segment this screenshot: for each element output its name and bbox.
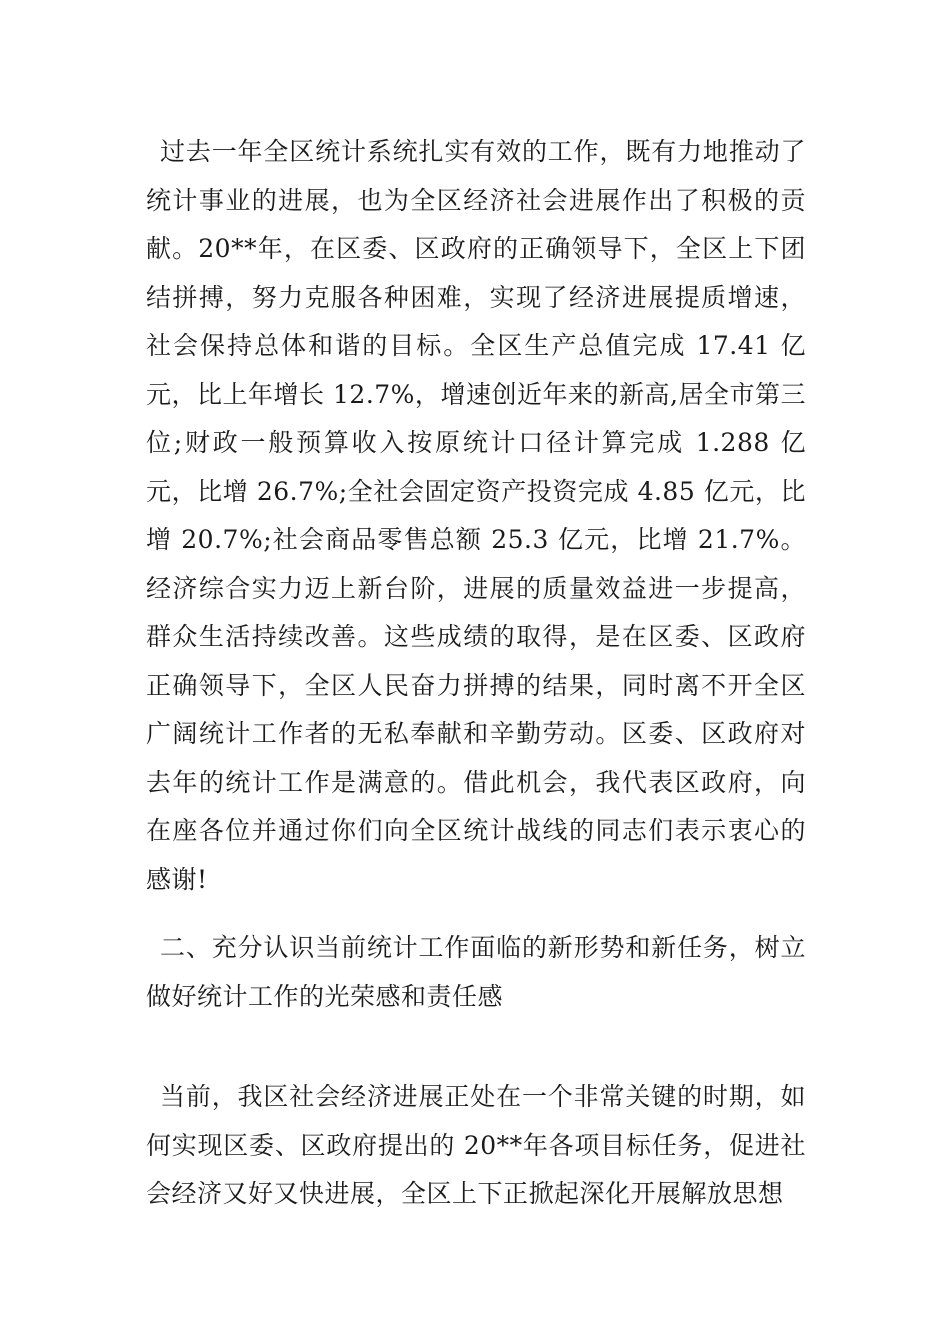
body-paragraph-2: 当前，我区社会经济进展正处在一个非常关键的时期，如何实现区委、区政府提出的 20**年各项目标任务，促进社会经济又好又快进展，全区上下正掀起深化开展解放思想 (146, 1082, 806, 1208)
body-paragraph-1: 过去一年全区统计系统扎实有效的工作，既有力地推动了统计事业的进展，也为全区经济社会进展作出了积极的贡献。20**年，在区委、区政府的正确领导下，全区上下团结拼搏，努力克服各种困难，实现了经济进展提质增速，社会保持总体和谐的目标。全区生产总值完成 17.41 亿元，比上年增长 12.7%，增速创近年来的新高,居全市第三位;财政一般预算收入按原统计口径计算完成 1.288 亿元，比增 26.7%;全社会固定资产投资完成 4.85 亿元，比增 20.7%;社会商品零售总额 25.3 亿元，比增 21.7%。经济综合实力迈上新台阶，进展的质量效益进一步提高，群众生活持续改善。这些成绩的取得，是在区委、区政府正确领导下，全区人民奋力拼搏的结果，同时离不开全区广阔统计工作者的无私奉献和辛勤劳动。区委、区政府对去年的统计工作是满意的。借此机会，我代表区政府，向在座各位并通过你们向全区统计战线的同志们表示衷心的感谢! (146, 137, 806, 894)
section-heading-2: 二、充分认识当前统计工作面临的新形势和新任务，树立做好统计工作的光荣感和责任感 (146, 933, 806, 1011)
